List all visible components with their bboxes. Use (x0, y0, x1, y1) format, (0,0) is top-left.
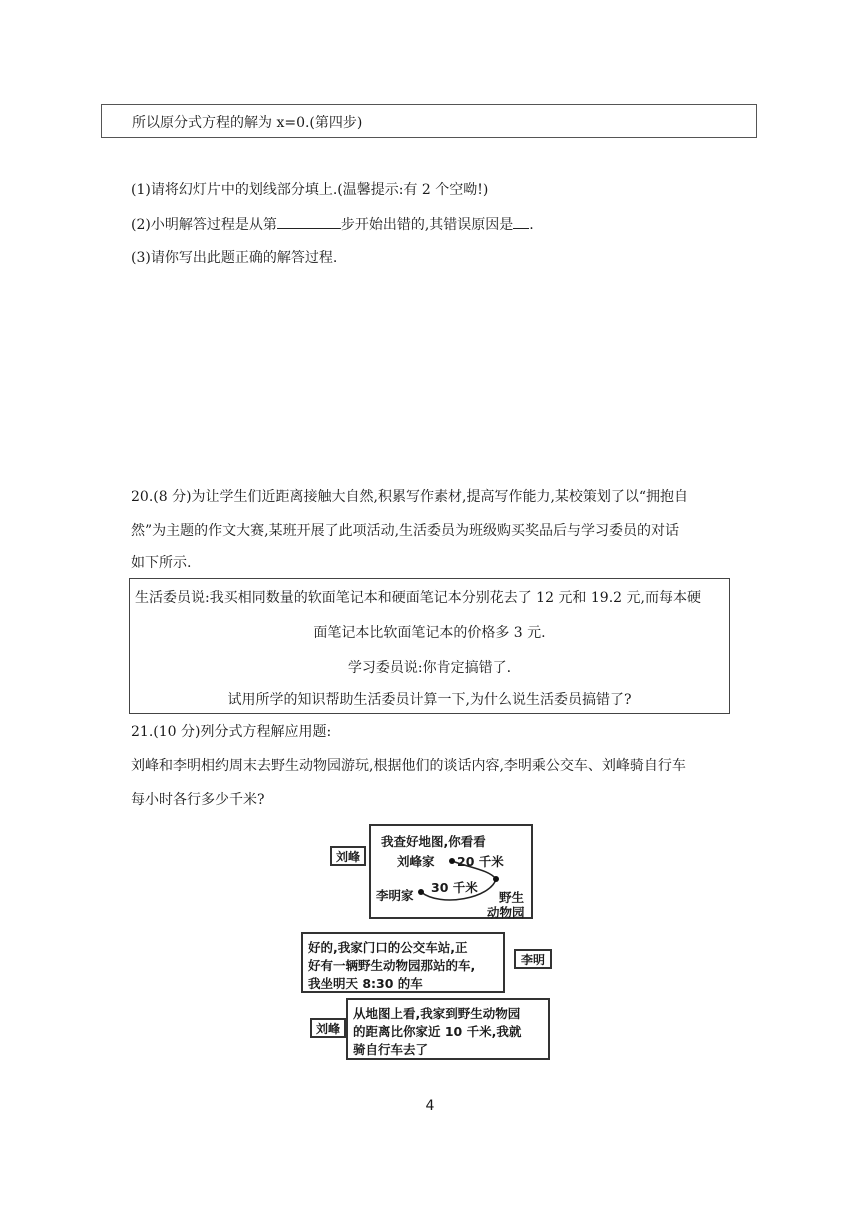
q21-line2: 刘峰和李明相约周末去野生动物园游玩,根据他们的谈话内容,李明乘公交车、刘峰骑自行车 (131, 758, 686, 774)
dot-zoo (493, 876, 499, 882)
bubble3-line2: 的距离比你家近 10 千米,我就 (353, 1024, 522, 1039)
q19-part2-a: (2)小明解答过程是从第 (131, 217, 277, 233)
q19-part2-b: 步开始出错的,其错误原因是 (340, 217, 514, 233)
page-number: 4 (425, 1098, 435, 1114)
q19-part1: (1)请将幻灯片中的划线部分填上.(温馨提示:有 2 个空呦!) (131, 182, 489, 198)
q20-line3: 如下所示. (131, 555, 192, 571)
solution-step-box (101, 104, 757, 138)
q20-line2: 然”为主题的作文大赛,某班开展了此项活动,生活委员为班级购买奖品后与学习委员的对话 (131, 523, 680, 539)
name-tag-liming: 李明 (514, 949, 552, 969)
blank-reason (513, 214, 529, 229)
map-title: 我查好地图,你看看 (381, 834, 486, 849)
label-zoo-line2: 动物园 (487, 905, 525, 920)
label-liming-home: 李明家 (376, 888, 414, 903)
solution-step-text: 所以原分式方程的解为 x=0.(第四步) (132, 115, 363, 131)
bubble2-line3: 我坐明天 8:30 的车 (308, 976, 423, 991)
bubble3-line3: 骑自行车去了 (353, 1042, 429, 1057)
dot-liming-home (418, 889, 424, 895)
liufeng-bubble (346, 998, 550, 1060)
dialogue-box (129, 578, 730, 714)
map-bubble (369, 824, 533, 919)
label-liufeng-home: 刘峰家 (397, 854, 435, 869)
bubble2-line1: 好的,我家门口的公交车站,正 (308, 940, 468, 955)
label-zoo-line1: 野生 (499, 890, 525, 905)
blank-step (277, 214, 341, 229)
name-tag-liufeng-2: 刘峰 (310, 1018, 346, 1038)
route-liu-to-zoo (452, 861, 496, 879)
dialogue-line3: 学习委员说:你肯定搞错了. (347, 660, 512, 676)
name-tag-liufeng-1: 刘峰 (330, 846, 366, 866)
q20-line1: 20.(8 分)为让学生们近距离接触大自然,积累写作素材,提高写作能力,某校策划了以“拥抱自 (131, 489, 689, 505)
dialogue-line1: 生活委员说:我买相同数量的软面笔记本和硬面笔记本分别花去了 12 元和 19.2 元,而每本硬 (135, 590, 701, 606)
q21-line1: 21.(10 分)列分式方程解应用题: (131, 724, 332, 740)
liming-bubble (301, 932, 505, 993)
route-li-to-zoo (421, 879, 496, 900)
dialogue-line4: 试用所学的知识帮助生活委员计算一下,为什么说生活委员搞错了? (227, 692, 632, 708)
dialogue-line2: 面笔记本比软面笔记本的价格多 3 元. (313, 625, 546, 641)
label-dist-20: 20 千米 (457, 854, 504, 869)
bubble2-line2: 好有一辆野生动物园那站的车, (308, 958, 476, 973)
q19-part2 (131, 214, 534, 235)
route-map (371, 826, 531, 917)
q21-line3: 每小时各行多少千米? (131, 792, 265, 808)
label-dist-30: 30 千米 (431, 880, 478, 895)
q19-part2-c: . (529, 217, 534, 233)
bubble3-line1: 从地图上看,我家到野生动物园 (353, 1006, 521, 1021)
dot-liufeng-home (449, 858, 455, 864)
q19-part3: (3)请你写出此题正确的解答过程. (131, 250, 338, 266)
